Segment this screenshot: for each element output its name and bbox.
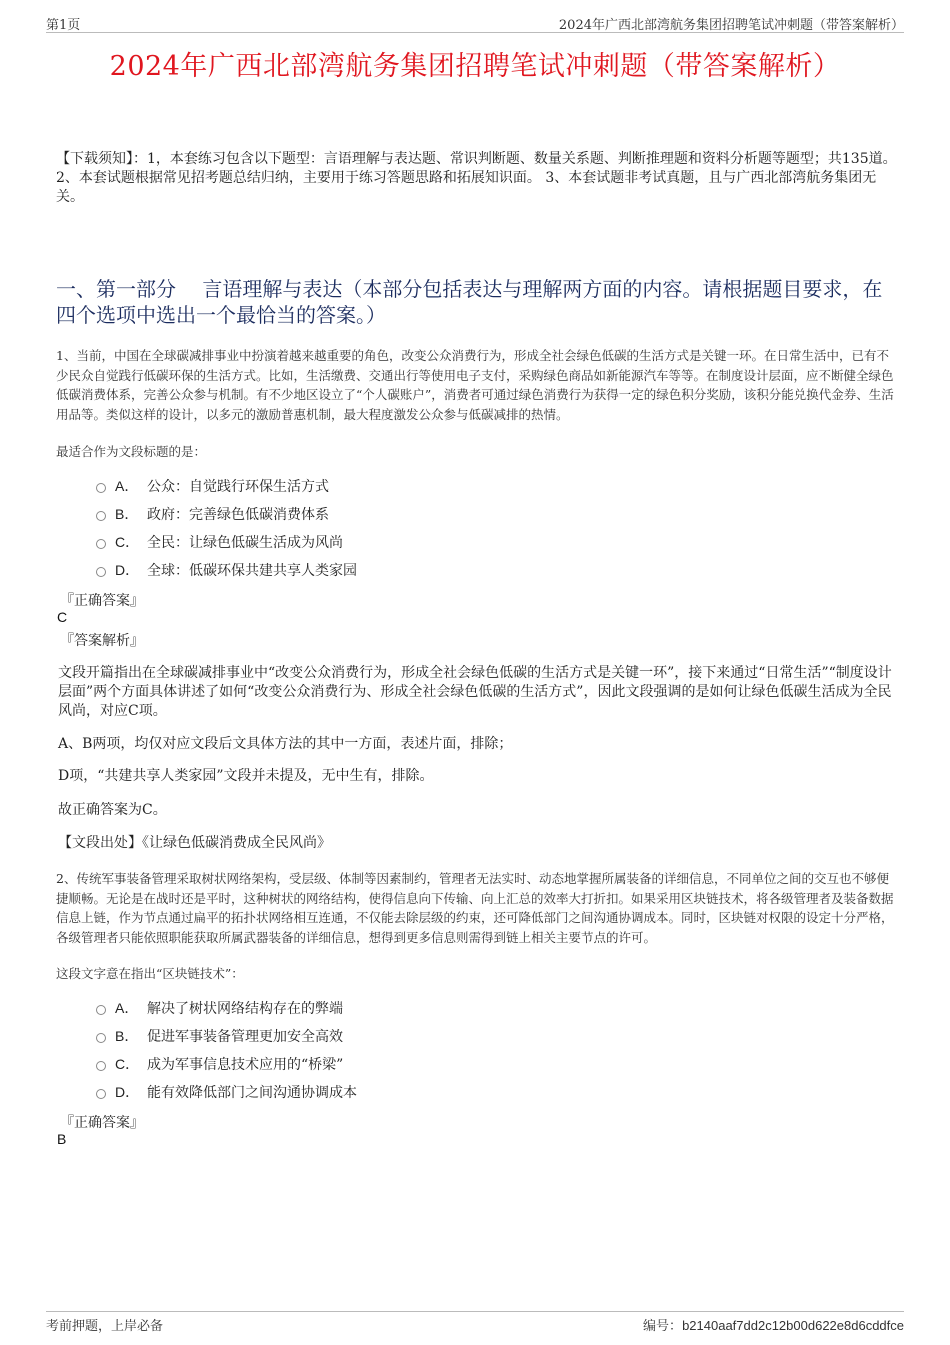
analysis-paragraph: 文段开篇指出在全球碳减排事业中“改变公众消费行为，形成全社会绿色低碳的生活方式是关键一环”，接下来通过“日常生活”“制度设计层面”两个方面具体讲述了如何“改变公众消费行为、形成全社会绿色低碳的生活方式”，因此文段强调的是如何让绿色低碳生活成为全民风尚，对应C项。 — [58, 665, 892, 719]
radio-icon[interactable] — [96, 1033, 106, 1043]
option-c[interactable]: C． 成为军事信息技术应用的“桥梁” — [96, 1050, 357, 1078]
page-footer — [46, 1311, 904, 1333]
download-notice: 【下载须知】：1，本套练习包含以下题型：言语理解与表达题、常识判断题、数量关系题、判断推理题和资料分析题等题型；共135道。 2、本套试题根据常见招考题总结归纳，主要用于练习答题思路和拓展知识面。 3、本套试题非考试真题，且与广西北部湾航务集团无关。 — [56, 151, 897, 205]
radio-icon[interactable] — [96, 567, 106, 577]
answer-label: 『正确答案』 — [60, 1115, 144, 1131]
answer-value: B — [57, 1131, 67, 1147]
radio-icon[interactable] — [96, 511, 106, 521]
page-number: 第1页 — [46, 18, 81, 33]
option-b[interactable]: B． 促进军事装备管理更加安全高效 — [96, 1022, 357, 1050]
option-a[interactable]: A． 解决了树状网络结构存在的弊端 — [96, 994, 357, 1022]
option-d[interactable]: D． 全球：低碳环保共建共享人类家园 — [96, 556, 357, 584]
radio-icon[interactable] — [96, 1005, 106, 1015]
analysis-paragraph: 故正确答案为C。 — [58, 802, 167, 818]
footer-code-label: 编号： — [643, 1319, 683, 1334]
footer-code-value: b2140aaf7dd2c12b00d622e8d6cddfce — [682, 1318, 904, 1333]
option-b[interactable]: B． 政府：完善绿色低碳消费体系 — [96, 500, 357, 528]
radio-icon[interactable] — [96, 539, 106, 549]
document-title: 2024年广西北部湾航务集团招聘笔试冲刺题（带答案解析） — [109, 51, 841, 82]
question-2-options — [96, 994, 357, 1106]
footer-slogan: 考前押题，上岸必备 — [46, 1319, 164, 1334]
footer-code — [643, 1315, 904, 1333]
question-2-prompt: 这段文字意在指出“区块链技术”： — [56, 966, 244, 981]
header-doc-title: 2024年广西北部湾航务集团招聘笔试冲刺题（带答案解析） — [558, 18, 904, 33]
question-2-text: 2、传统军事装备管理采取树状网络架构，受层级、体制等因素制约，管理者无法实时、动态地掌握所属装备的详细信息，不同单位之间的交互也不够便捷顺畅。无论是在战时还是平时，这种树状的网络结构，使得信息向下传输、向上汇总的效率大打折扣。如果采用区块链技术，将各级管理者及装备数据信息上链，作为节点通过扁平的拓扑状网络相互连通，不仅能去除层级的约束，还可降低部门之间沟通协调成本。同时，区块链对权限的设定十分严格，各级管理者只能依照职能获取所属武器装备的详细信息，想得到更多信息则需得到链上相关主要节点的许可。 — [56, 871, 894, 945]
question-1-prompt: 最适合作为文段标题的是： — [56, 444, 207, 459]
option-a[interactable]: A． 公众：自觉践行环保生活方式 — [96, 472, 357, 500]
option-c[interactable]: C． 全民：让绿色低碳生活成为风尚 — [96, 528, 357, 556]
question-1-text: 1、当前，中国在全球碳减排事业中扮演着越来越重要的角色，改变公众消费行为，形成全社会绿色低碳的生活方式是关键一环。在日常生活中，已有不少民众自觉践行低碳环保的生活方式。比如，生活缴费、交通出行等使用电子支付，采购绿色商品如新能源汽车等等。在制度设计层面，应不断健全绿色低碳消费体系，完善公众参与机制。有不少地区设立了“个人碳账户”，消费者可通过绿色消费行为获得一定的绿色积分奖励，该积分能兑换代金券、生活用品等。类似这样的设计，以多元的激励普惠机制，最大程度激发公众参与低碳减排的热情。 — [56, 348, 894, 422]
source-citation: 【文段出处】《让绿色低碳消费成全民风尚》 — [58, 835, 331, 851]
answer-label: 『正确答案』 — [60, 593, 144, 609]
radio-icon[interactable] — [96, 1089, 106, 1099]
analysis-label: 『答案解析』 — [60, 633, 144, 649]
analysis-paragraph: D项，“共建共享人类家园”文段并未提及，无中生有，排除。 — [58, 768, 434, 784]
section-heading: 一、第一部分 言语理解与表达（本部分包括表达与理解两方面的内容。请根据题目要求，在四个选项中选出一个最恰当的答案。） — [56, 277, 883, 327]
option-d[interactable]: D． 能有效降低部门之间沟通协调成本 — [96, 1078, 357, 1106]
radio-icon[interactable] — [96, 483, 106, 493]
answer-value: C — [57, 609, 68, 625]
radio-icon[interactable] — [96, 1061, 106, 1071]
page-header — [46, 14, 904, 33]
analysis-paragraph: A、B两项，均仅对应文段后文具体方法的其中一方面，表述片面，排除； — [58, 736, 513, 752]
question-1-options — [96, 472, 357, 584]
